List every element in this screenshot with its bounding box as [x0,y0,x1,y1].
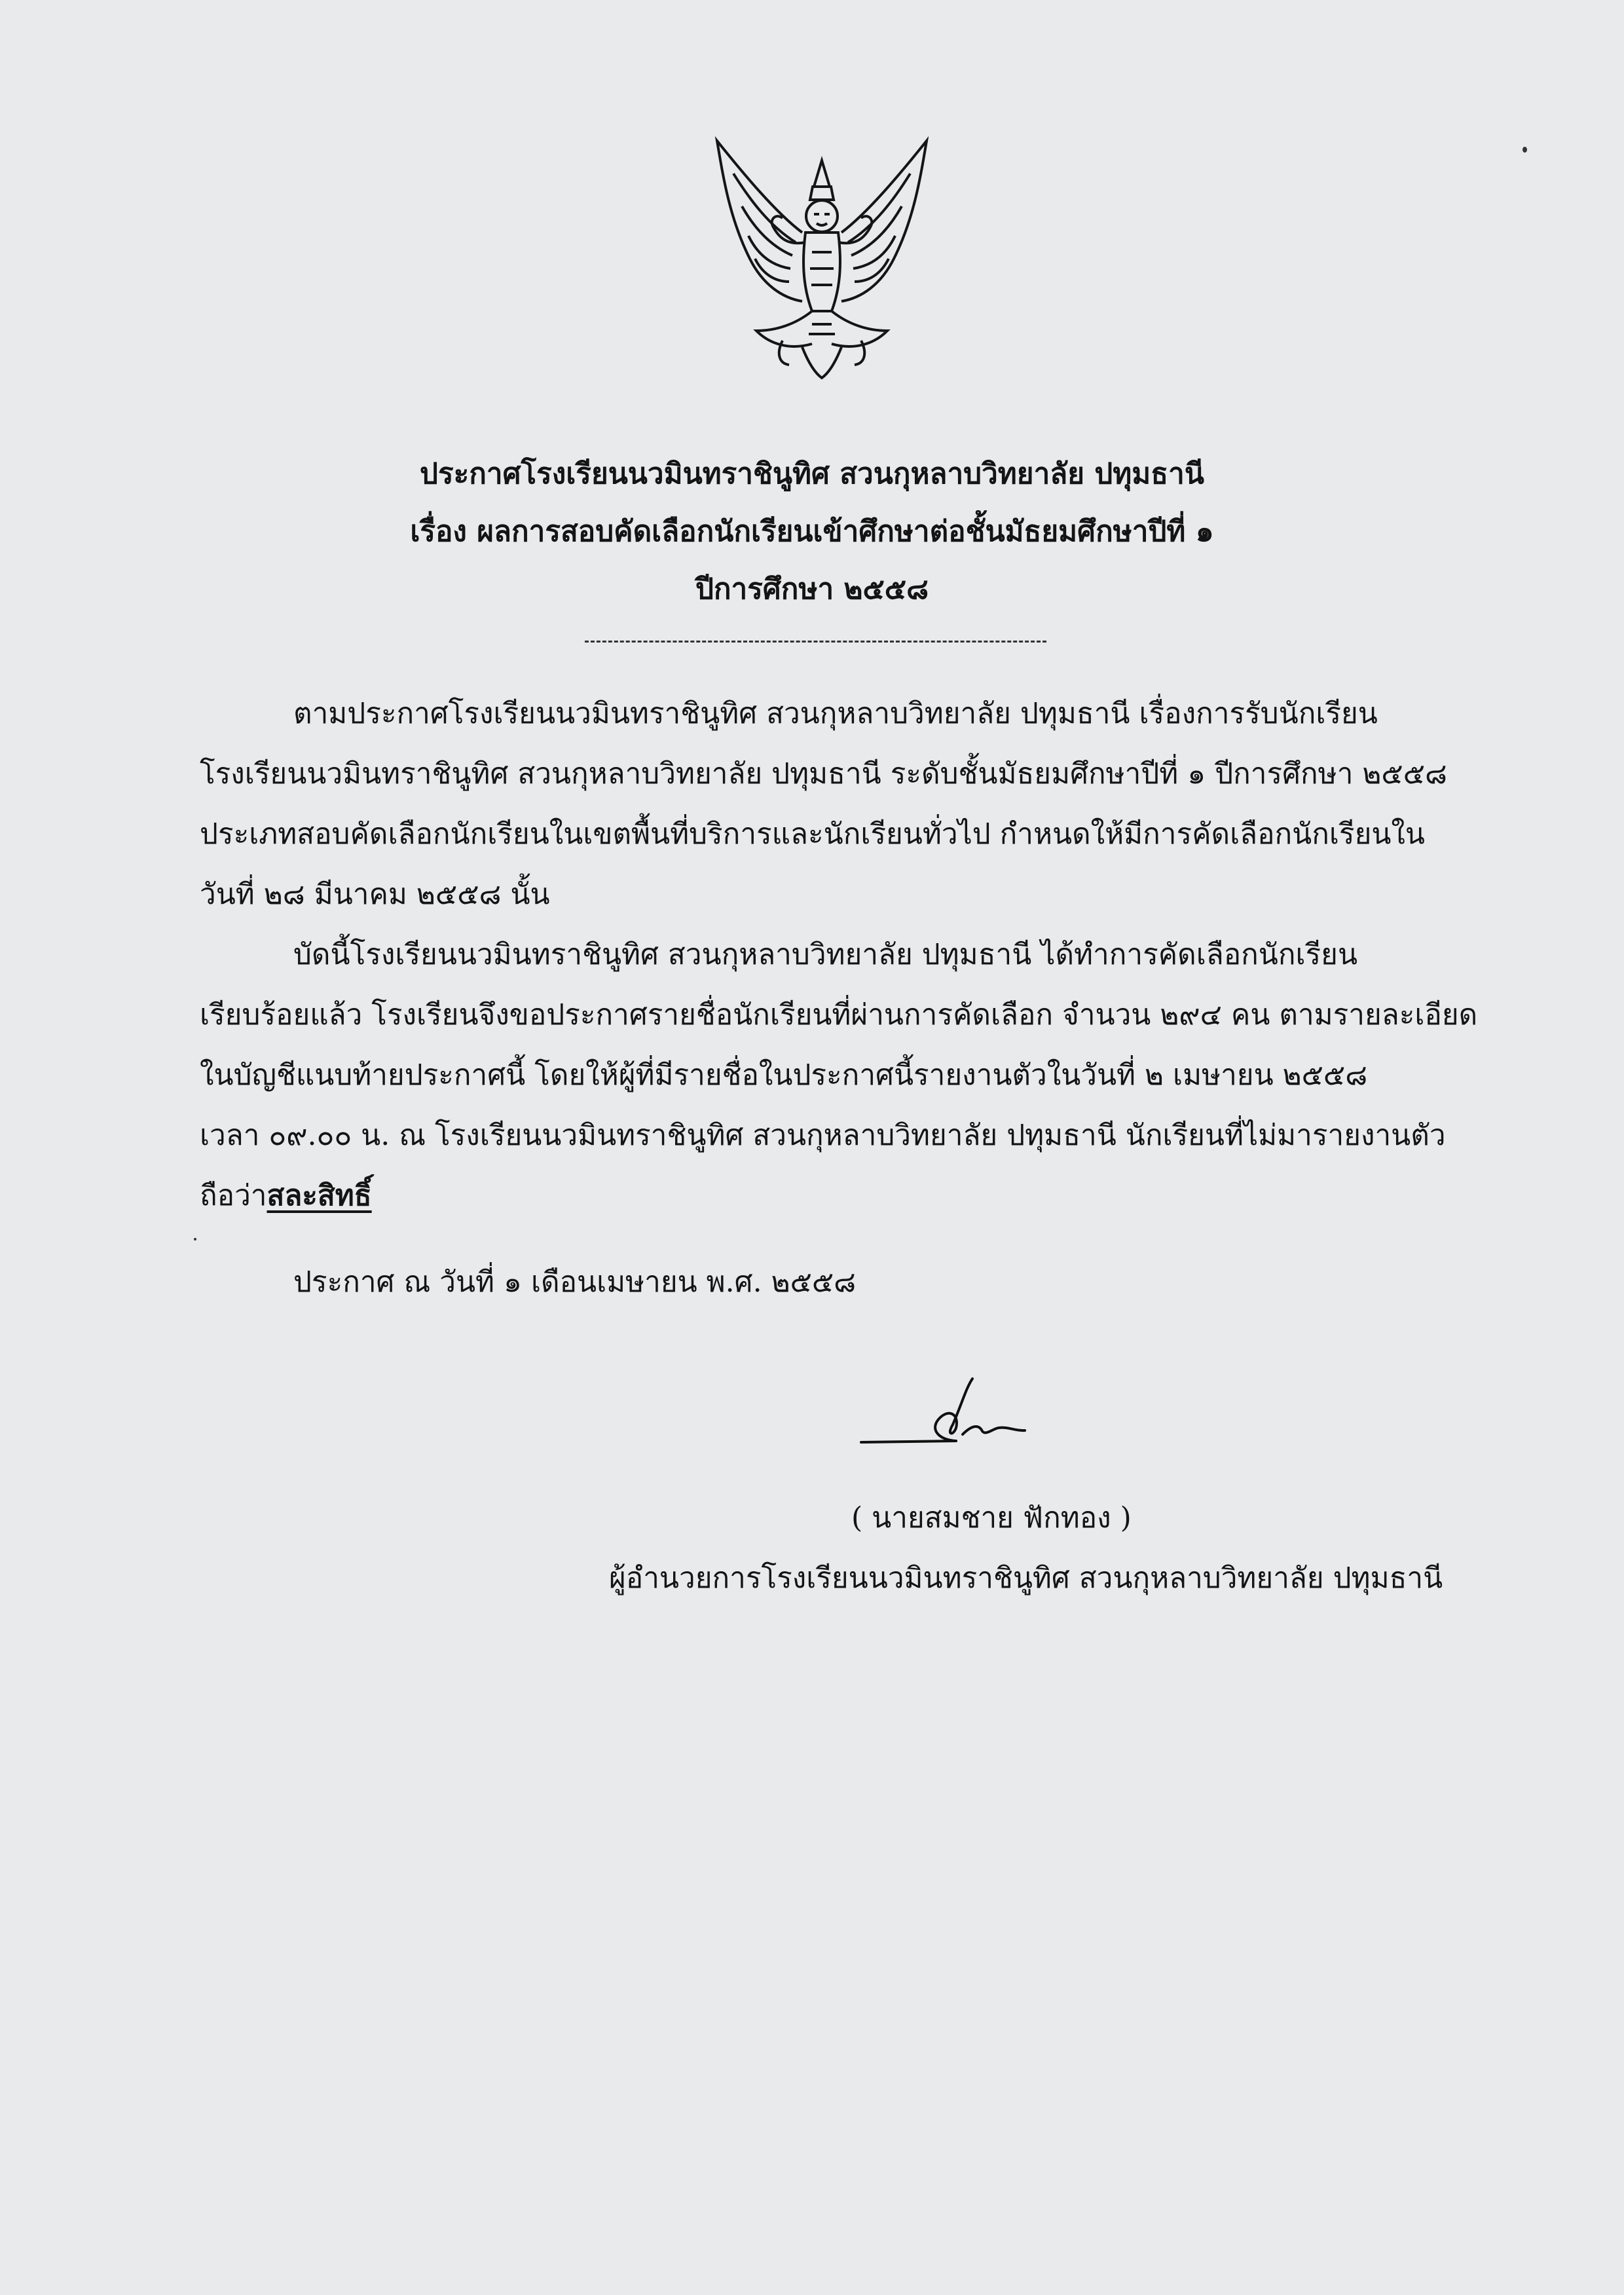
para2-line-4: เวลา ๐๙.๐๐ น. ณ โรงเรียนนวมินทราชินูทิศ สวนกุหลาบวิทยาลัย ปทุมธานี นักเรียนที่ไม่มารายงานตัว [200,1119,1446,1152]
para1-line-2: โรงเรียนนวมินทราชินูทิศ สวนกุหลาบวิทยาลัย ปทุมธานี ระดับชั้นมัธยมศึกษาปีที่ ๑ ปีการศึกษา ๒๕๕๘ [200,757,1447,791]
para2-line-3: ในบัญชีแนบท้ายประกาศนี้ โดยให้ผู้ที่มีรายชื่อในประกาศนี้รายงานตัวในวันที่ ๒ เมษายน ๒๕๕๘ [200,1058,1368,1092]
signer-position: ผู้อำนวยการโรงเรียนนวมินทราชินูทิศ สวนกุหลาบวิทยาลัย ปทุมธานี [609,1561,1443,1595]
garuda-emblem-icon [704,134,940,383]
para2-line-2: เรียบร้อยแล้ว โรงเรียนจึงขอประกาศรายชื่อนักเรียนที่ผ่านการคัดเลือก จำนวน ๒๙๔ คน ตามรายละเอียด [200,998,1478,1032]
header-line-2: เรื่อง ผลการสอบคัดเลือกนักเรียนเข้าศึกษาต่อชั้นมัธยมศึกษาปีที่ ๑ [410,515,1214,548]
para1-line-3: ประเภทสอบคัดเลือกนักเรียนในเขตพื้นที่บริการและนักเรียนทั่วไป กำหนดให้มีการคัดเลือกนักเรียนใน [200,817,1425,851]
signer-name: ( นายสมชาย ฟักทอง ) [851,1501,1132,1535]
para2-line-1: บัดนี้โรงเรียนนวมินทราชินูทิศ สวนกุหลาบวิทยาลัย ปทุมธานี ได้ทำการคัดเลือกนักเรียน [293,938,1358,971]
signature-icon [858,1362,1080,1454]
header-line-1: ประกาศโรงเรียนนวมินทราชินูทิศ สวนกุหลาบวิทยาลัย ปทุมธานี [420,457,1204,491]
last-line-emphasis: สละสิทธิ์ [267,1179,372,1212]
para1-line-1: ตามประกาศโรงเรียนนวมินทราชินูทิศ สวนกุหลาบวิทยาลัย ปทุมธานี เรื่องการรับนักเรียน [293,697,1378,730]
para2-line-5 [200,1179,372,1212]
announce-date: ประกาศ ณ วันที่ ๑ เดือนเมษายน พ.ศ. ๒๕๕๘ [293,1265,857,1299]
header-line-3: ปีการศึกษา ๒๕๕๘ [695,572,929,606]
para1-line-4: วันที่ ๒๘ มีนาคม ๒๕๕๘ นั้น [200,878,550,911]
last-line-prefix: ถือว่า [200,1179,267,1212]
separator-line [585,641,1046,643]
scan-speck [194,1238,196,1241]
scan-speck [1522,147,1527,153]
